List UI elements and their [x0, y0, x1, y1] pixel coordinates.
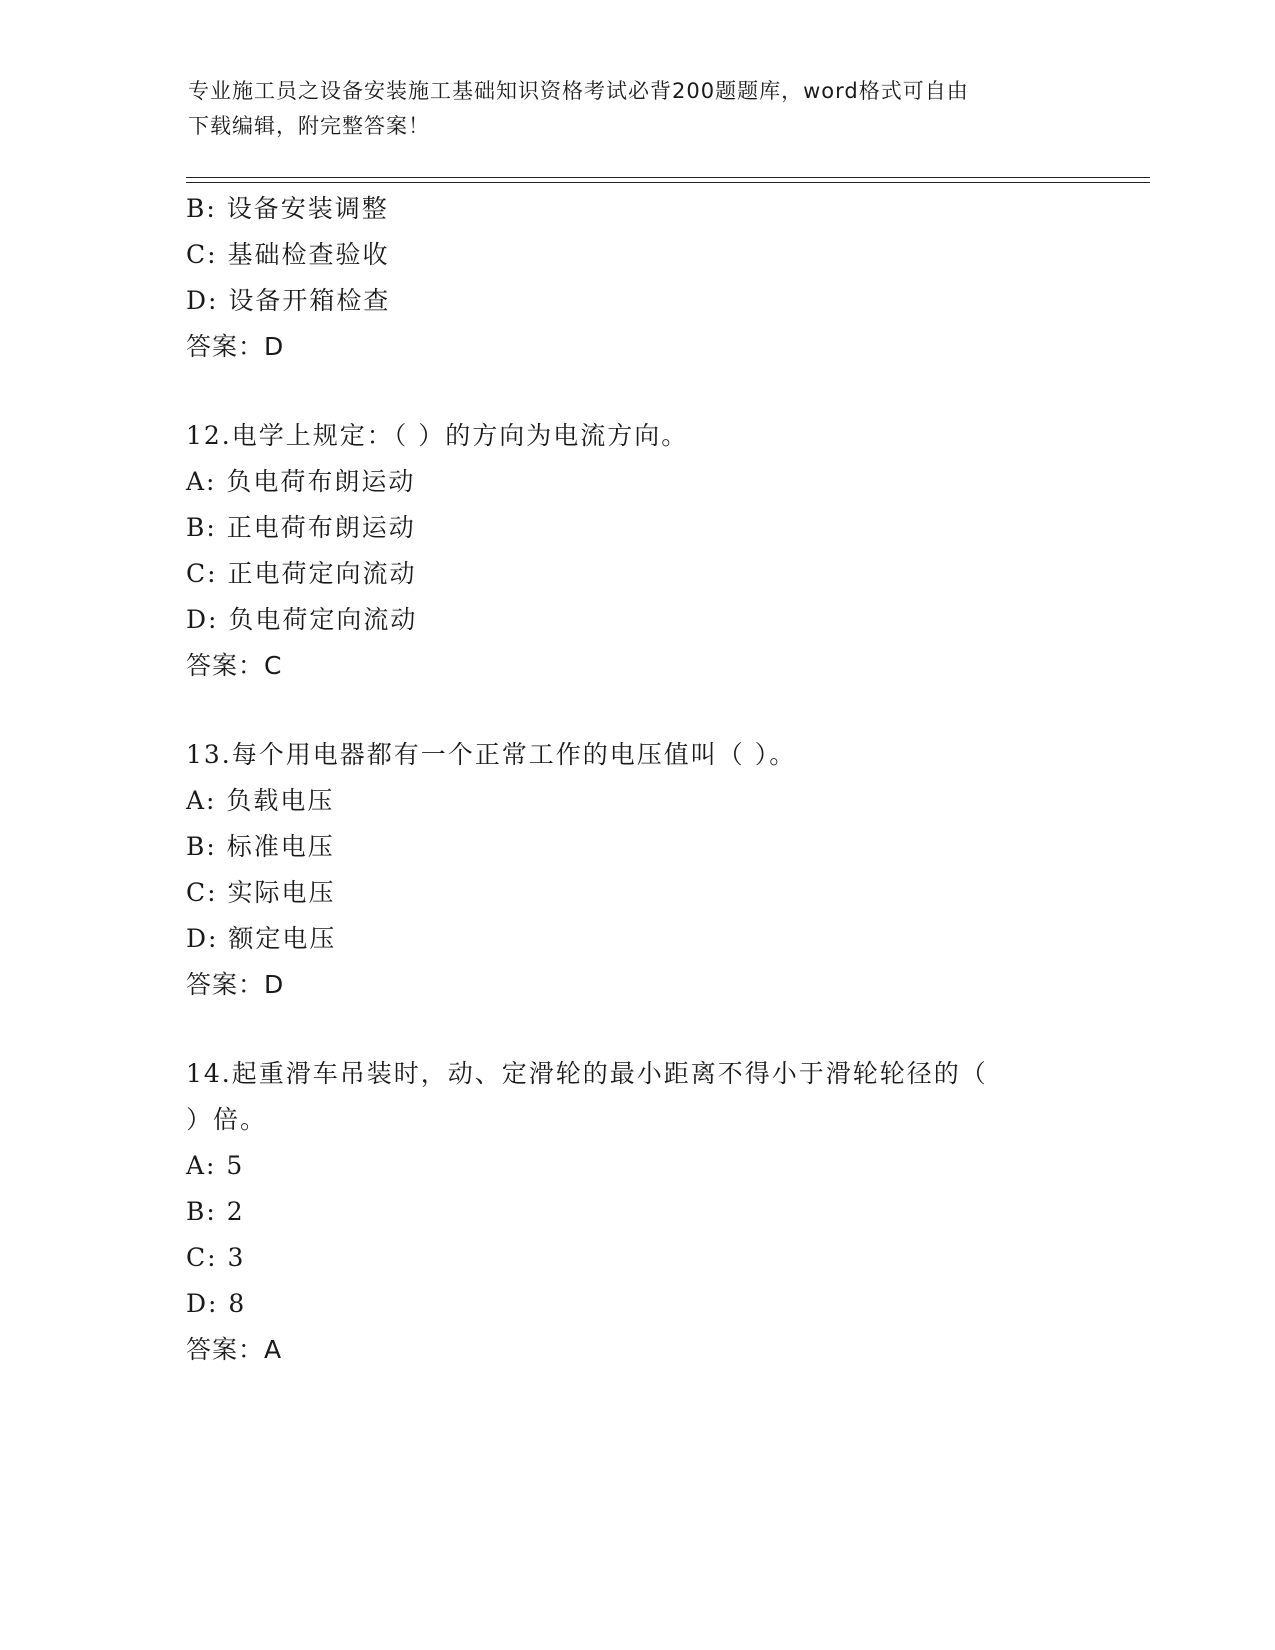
answer-line: 答案：C	[186, 651, 283, 680]
option-b: B: 标准电压	[186, 832, 335, 861]
question-list	[186, 186, 1086, 1373]
answer-line: 答案：D	[186, 970, 285, 999]
option-b: B: 设备安装调整	[186, 194, 389, 223]
question-12	[186, 413, 1086, 689]
question-stem-line-1: 14.起重滑车吊装时，动、定滑轮的最小距离不得小于滑轮轮径的（	[186, 1059, 988, 1088]
header-divider-bottom	[186, 182, 1150, 183]
option-c: C: 实际电压	[186, 878, 336, 907]
question-13	[186, 732, 1086, 1008]
header-line-2: 下载编辑，附完整答案！	[188, 114, 430, 138]
header-divider-top	[186, 177, 1150, 178]
option-c: C: 3	[186, 1243, 246, 1272]
option-c: C: 基础检查验收	[186, 240, 390, 269]
question-gap	[186, 370, 1086, 413]
option-a: A: 5	[186, 1151, 245, 1180]
option-d: D: 额定电压	[186, 924, 337, 953]
header-line-1: 专业施工员之设备安装施工基础知识资格考试必背200题题库，word格式可自由	[188, 79, 969, 103]
option-c: C: 正电荷定向流动	[186, 559, 417, 588]
option-d: D: 8	[186, 1289, 247, 1318]
question-14	[186, 1051, 1086, 1373]
question-stem-line-2: ）倍。	[186, 1105, 268, 1134]
answer-line: 答案：A	[186, 1335, 283, 1364]
option-a: A: 负电荷布朗运动	[186, 467, 416, 496]
document-header	[188, 74, 1068, 144]
option-d: D: 负电荷定向流动	[186, 605, 418, 634]
option-b: B: 2	[186, 1197, 245, 1226]
question-gap	[186, 1008, 1086, 1051]
question-stem: 12.电学上规定：（ ）的方向为电流方向。	[186, 421, 689, 450]
question-gap	[186, 689, 1086, 732]
answer-line: 答案：D	[186, 332, 285, 361]
option-b: B: 正电荷布朗运动	[186, 513, 416, 542]
question-11-tail	[186, 186, 1086, 370]
option-d: D: 设备开箱检查	[186, 286, 391, 315]
option-a: A: 负载电压	[186, 786, 335, 815]
question-stem: 13.每个用电器都有一个正常工作的电压值叫（ ）。	[186, 740, 797, 769]
